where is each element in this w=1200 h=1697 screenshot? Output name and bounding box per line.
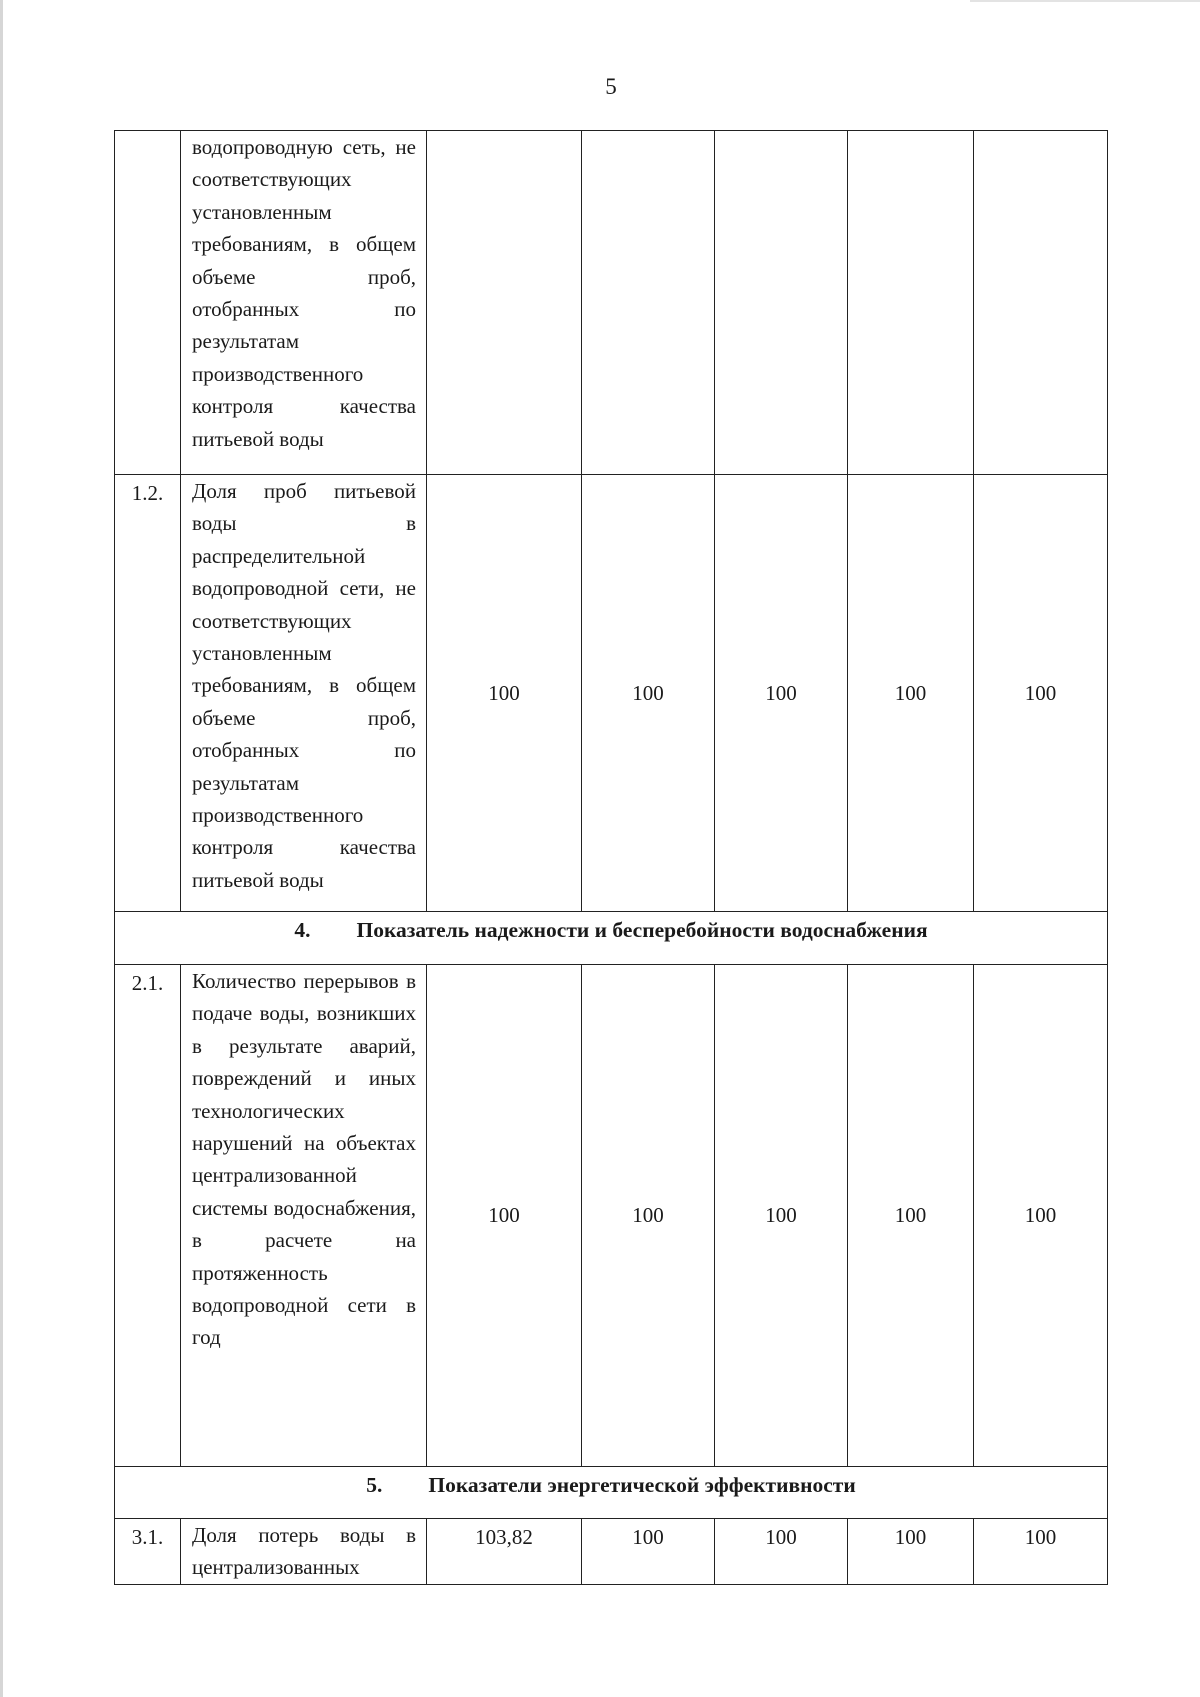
row-number: 1.2. [115, 475, 181, 912]
indicator-description: Доля проб питьевой воды в распределительной водопроводной сети, не соответствующих установленным требованиям, в общем объеме проб, отобранных по результатам производственного контроля качества питьевой воды [181, 475, 427, 912]
indicator-description: Доля потерь воды в централизованных [181, 1519, 427, 1585]
indicator-description: водопроводную сеть, не соответствующих установленным требованиям, в общем объеме проб, отобранных по результатам производственного контроля качества питьевой воды [181, 131, 427, 475]
section-header-row [115, 912, 1108, 965]
value-cell [974, 131, 1108, 475]
value-cell: 100 [427, 965, 582, 1467]
value-cell: 100 [848, 1519, 974, 1585]
value-cell: 100 [848, 965, 974, 1467]
value-cell: 100 [427, 475, 582, 912]
value-cell: 100 [582, 1519, 715, 1585]
value-cell: 100 [582, 965, 715, 1467]
value-cell [715, 131, 848, 475]
row-number-cell [115, 131, 181, 475]
table-row-3-1 [115, 1519, 1108, 1585]
indicators-table [114, 130, 1108, 1585]
indicator-description: Количество перерывов в подаче воды, возникших в результате аварий, повреждений и иных технологических нарушений на объектах централизованной системы водоснабжения, в расчете на протяженность водопроводной сети в год [181, 965, 427, 1467]
value-cell: 100 [974, 965, 1108, 1467]
value-cell: 100 [715, 475, 848, 912]
value-cell: 100 [974, 1519, 1108, 1585]
section-title: Показатель надежности и бесперебойности водоснабжения [356, 918, 928, 942]
row-number: 2.1. [115, 965, 181, 1467]
table-row-continuation [115, 131, 1108, 475]
table-row-1-2 [115, 475, 1108, 912]
value-cell: 103,82 [427, 1519, 582, 1585]
value-cell: 100 [715, 1519, 848, 1585]
section-header-4 [115, 912, 1108, 965]
value-cell: 100 [582, 475, 715, 912]
section-title: Показатели энергетической эффективности [428, 1473, 856, 1497]
scan-edge-left [0, 0, 3, 1697]
scan-edge-top [970, 0, 1200, 2]
table-row-2-1 [115, 965, 1108, 1467]
row-number: 3.1. [115, 1519, 181, 1585]
value-cell: 100 [974, 475, 1108, 912]
value-cell [848, 131, 974, 475]
page-number: 5 [605, 74, 617, 99]
value-cell [427, 131, 582, 475]
section-header-row [115, 1467, 1108, 1519]
section-number: 5. [366, 1473, 383, 1497]
value-cell: 100 [715, 965, 848, 1467]
value-cell: 100 [848, 475, 974, 912]
value-cell [582, 131, 715, 475]
section-number: 4. [294, 918, 311, 942]
section-header-5 [115, 1467, 1108, 1519]
